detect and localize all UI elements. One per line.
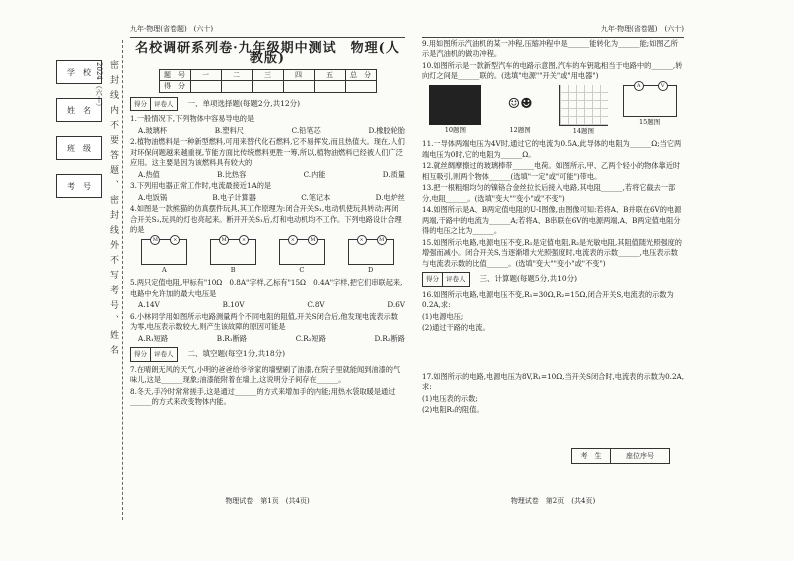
series-text: （六十） [95, 82, 103, 111]
seal-line [122, 40, 123, 520]
section-1-header [130, 97, 405, 112]
question-16: 16.如图所示电路,电源电压不变,R₁=30Ω,R₂=15Ω,闭合开关S,电流表的示数为0.2A,求: [422, 289, 674, 309]
figure-label: C [299, 265, 305, 274]
circuit-diagram [279, 236, 325, 265]
grader-label: 评卷人 [154, 99, 174, 108]
question-4-figures [130, 236, 405, 276]
class-field[interactable]: 班 级 [56, 136, 102, 160]
score-header-cell: 五 [314, 69, 345, 81]
question-13: 13.把一根粗细均匀的镍铬合金丝拉长后接入电路,其电阻______,若将它截去一部分,电阻______。(选填"变大""变小"或"不变") [422, 183, 676, 203]
question-1: 1.一般情况下,下列物体中容易导电的是 [130, 114, 255, 123]
option: B.比热容 [217, 169, 247, 179]
question-1-options [130, 126, 405, 137]
page1-footer: 物理试卷 第1页 (共4页) [225, 496, 310, 505]
page1-header-text: 九年·物理(省卷题) (六十) [130, 25, 214, 33]
year-label [94, 62, 104, 110]
section-3-header [422, 272, 684, 287]
page-2 [422, 24, 684, 504]
figure-10 [429, 85, 481, 137]
motor-icon: M [308, 235, 318, 245]
question-17: 17.如图所示的电路,电源电压为8V,R₁=10Ω,当开关S闭合时,电流表的示数为0.2A,求: [422, 371, 685, 391]
option: B.电子计算器 [212, 192, 256, 202]
figure-label: 15题图 [638, 117, 661, 126]
option: D.6V [387, 300, 405, 309]
score-header-cell: 总 分 [345, 69, 376, 81]
section-2-title: 二、填空题(每空1分,共18分) [187, 349, 286, 358]
circuit-figure-c [279, 236, 325, 276]
question-11: 11.一导体两端电压为4V时,通过它的电流为0.5A,此导体的电阻为______Ω;当它两端电压为0时,它的电阻为______Ω。 [422, 139, 682, 159]
option: D.质量 [382, 169, 405, 179]
option: B.10V [222, 300, 245, 309]
option: B.塑料尺 [214, 125, 244, 135]
page2-header [422, 24, 684, 38]
motor-icon: M [219, 235, 229, 245]
motor-icon: M [377, 235, 387, 245]
option: C.笔记本 [301, 192, 331, 202]
figure-label: 14题图 [572, 126, 595, 135]
score-header-cell: 题 号 [159, 69, 190, 81]
question-16-part-1: (1)电源电压; [422, 311, 464, 321]
page2-header-text: 九年·物理(省卷题) (六十) [600, 25, 684, 33]
circuit-figure-b [210, 236, 256, 276]
figure-label: A [162, 265, 167, 274]
question-3: 3.下列用电器正常工作时,电流最接近1A的是 [130, 181, 272, 190]
score-header-cell: 四 [283, 69, 314, 81]
page1-header [130, 24, 405, 38]
option: C.内能 [303, 169, 326, 179]
option: A.14V [138, 300, 160, 309]
section-3-title: 三、计算题(每题5分,共10分) [479, 274, 578, 283]
question-8: 8.冬天,手冷时常常搓手,这是通过______的方式来增加手的内能;用热水袋取暖是通过______的方式来改变物体内能。 [130, 386, 396, 406]
option: A.玻璃杯 [138, 125, 168, 135]
seal-notice: 密封线内不要答题、密封线外不写考号、姓名 [108, 60, 118, 360]
school-field[interactable]: 学 校 [56, 60, 102, 84]
grader-label: 得分 [131, 348, 151, 361]
score-cell[interactable] [190, 81, 221, 93]
lamp-icon: × [239, 235, 249, 245]
score-cell[interactable] [314, 81, 345, 93]
question-16-part-2: (2)通过干路的电流。 [422, 323, 490, 332]
section-1-title: 一、单项选择题(每题2分,共12分) [187, 98, 301, 108]
name-field[interactable]: 姓 名 [56, 98, 102, 122]
answer-space[interactable] [422, 335, 684, 371]
figure-12 [496, 85, 544, 137]
question-6-options [130, 334, 405, 345]
grader-label: 评卷人 [446, 275, 466, 283]
grader-label: 得分 [423, 273, 443, 286]
option: B.R₁断路 [216, 333, 248, 343]
year-text: 2024 [95, 62, 103, 80]
seat-number-box [571, 448, 670, 465]
question-9: 9.用如图所示汽油机的某一冲程,压缩冲程中是______能转化为______能;如图乙所示是汽油机的做功冲程。 [422, 38, 678, 58]
question-5: 5.两只定值电阻,甲标有"10Ω 0.8A"字样,乙标有"15Ω 0.4A"字样,把它们串联起来,电路中允许加的最大电压是 [130, 278, 403, 298]
circuit-diagram [623, 82, 677, 117]
option: C.8V [307, 300, 325, 309]
figure-15 [623, 82, 677, 137]
question-5-options [130, 300, 405, 311]
score-row-label: 得 分 [159, 81, 190, 93]
score-header-cell: 一 [190, 69, 221, 81]
ammeter-icon: A [634, 81, 644, 91]
question-15: 15.如图所示电路,电源电压不变,R₁是定值电阻,R₂是光敏电阻,其阻值随光照强度的增强而减小。闭合开关S,当逐渐增大光照强度时,电流表的示数______,电压表示数与电流表示数的比值______。(选填"变大""变小"或"不变") [422, 237, 682, 268]
circuit-figure-d [348, 236, 394, 276]
score-table [159, 69, 377, 93]
question-2-options [130, 170, 405, 181]
circuit-figure-a [141, 236, 187, 276]
seat-label: 座位序号 [626, 451, 654, 460]
grader-label: 得分 [131, 98, 151, 111]
option: A.R₁短路 [138, 333, 169, 343]
question-7: 7.在晴朗无风的天气,小明的爸爸给爷爷家的墙壁刷了油漆,在院子里就能闻到油漆的气味儿,这是______现象;油漆能附着在墙上,这说明分子间存在______。 [130, 364, 401, 384]
question-2: 2.植物油燃料是一种新型燃料,可用来替代化石燃料,它不易挥发,而且热值大。现在,人们对环保问题越来越重视,节能方面比传统燃料更胜一筹,所以,植物油燃料已经被人们广泛应用。这主要是因为该燃料具有较大的 [130, 137, 405, 167]
car-photo [429, 85, 481, 125]
exam-number-field[interactable]: 考 号 [56, 174, 102, 198]
page-1 [130, 24, 405, 504]
option: A.热值 [138, 169, 160, 179]
score-cell[interactable] [221, 81, 252, 93]
figure-label: B [230, 265, 236, 274]
option: D.电炉丝 [375, 192, 405, 202]
seat-label: 考 生 [572, 449, 611, 464]
lamp-icon: × [357, 235, 367, 245]
option: D.R₂断路 [374, 333, 405, 343]
circuit-diagram [141, 236, 187, 265]
question-12: 12.就丝绸摩擦过的玻璃棒带______电荷。如图所示,甲、乙两个轻小的物体靠近时相互吸引,则两个物体______(选填"一定"或"可能")带电。 [422, 161, 681, 181]
question-10: 10.如图所示是一款新型汽车的电路示意图,汽车的车钥匙相当于电路中的______,转向灯之间是______联的。(选填"电源""开关"或"用电器") [422, 60, 683, 80]
page2-footer: 物理试卷 第2页 (共4页) [510, 496, 596, 505]
grader-box [130, 97, 178, 112]
lamp-icon: × [288, 235, 298, 245]
grader-box [130, 347, 178, 362]
question-17-part-1: (1)电压表的示数; [422, 393, 478, 403]
section-2-header [130, 347, 405, 362]
question-6: 6.小林同学用如图所示电路测量两个不同电阻的阻值,开关S闭合后,他发现电流表示数为零,电压表示数较大,则产生该故障的原因可能是 [130, 311, 398, 331]
voltmeter-icon: V [658, 81, 668, 91]
option: A.电饭锅 [138, 192, 168, 202]
score-cell[interactable] [345, 81, 376, 93]
grader-box [422, 272, 470, 287]
score-cell[interactable] [252, 81, 283, 93]
question-3-options [130, 193, 405, 204]
score-header-cell: 三 [252, 69, 283, 81]
score-header-cell: 二 [221, 69, 252, 81]
figure-label: 10题图 [444, 125, 467, 134]
grader-label: 评卷人 [154, 350, 174, 358]
figure-label: 12题图 [509, 125, 531, 134]
ui-graph [559, 85, 608, 126]
charged-objects-illustration: ☺☻ [507, 96, 533, 113]
page2-figures [422, 82, 684, 137]
binding-strip [52, 50, 104, 510]
circuit-diagram [348, 236, 394, 265]
option: D.橡胶轮胎 [368, 125, 405, 135]
exam-title: 名校调研系列卷·九年级期中测试 物理(人教版) [135, 40, 400, 66]
option: C.R₂短路 [295, 333, 326, 343]
lamp-icon: × [170, 235, 180, 245]
option: C.铅笔芯 [291, 125, 321, 135]
circuit-diagram [210, 236, 256, 265]
question-17-part-2: (2)电阻R₂的阻值。 [422, 405, 484, 414]
figure-label: D [368, 265, 374, 274]
question-4: 4.如图是一款熊猫的仿真摆件玩具,其工作原理为:闭合开关S₁,电动机使玩具转动;再闭合开关S₂,玩具的灯也亮起来。断开开关S₁后,灯和电动机均不工作。下列电路设计合理的是 [130, 204, 402, 234]
question-14: 14.如图所示是A、B两定值电阻的U-I图像,由图像可知:若将A、B并联在6V的电源两端,干路中的电流为______A;若将A、B串联在6V的电源两端,A、B两定值电阻分得的电压之比为______。 [422, 205, 682, 235]
figure-14 [559, 85, 608, 137]
score-cell[interactable] [283, 81, 314, 93]
motor-icon: M [150, 235, 160, 245]
